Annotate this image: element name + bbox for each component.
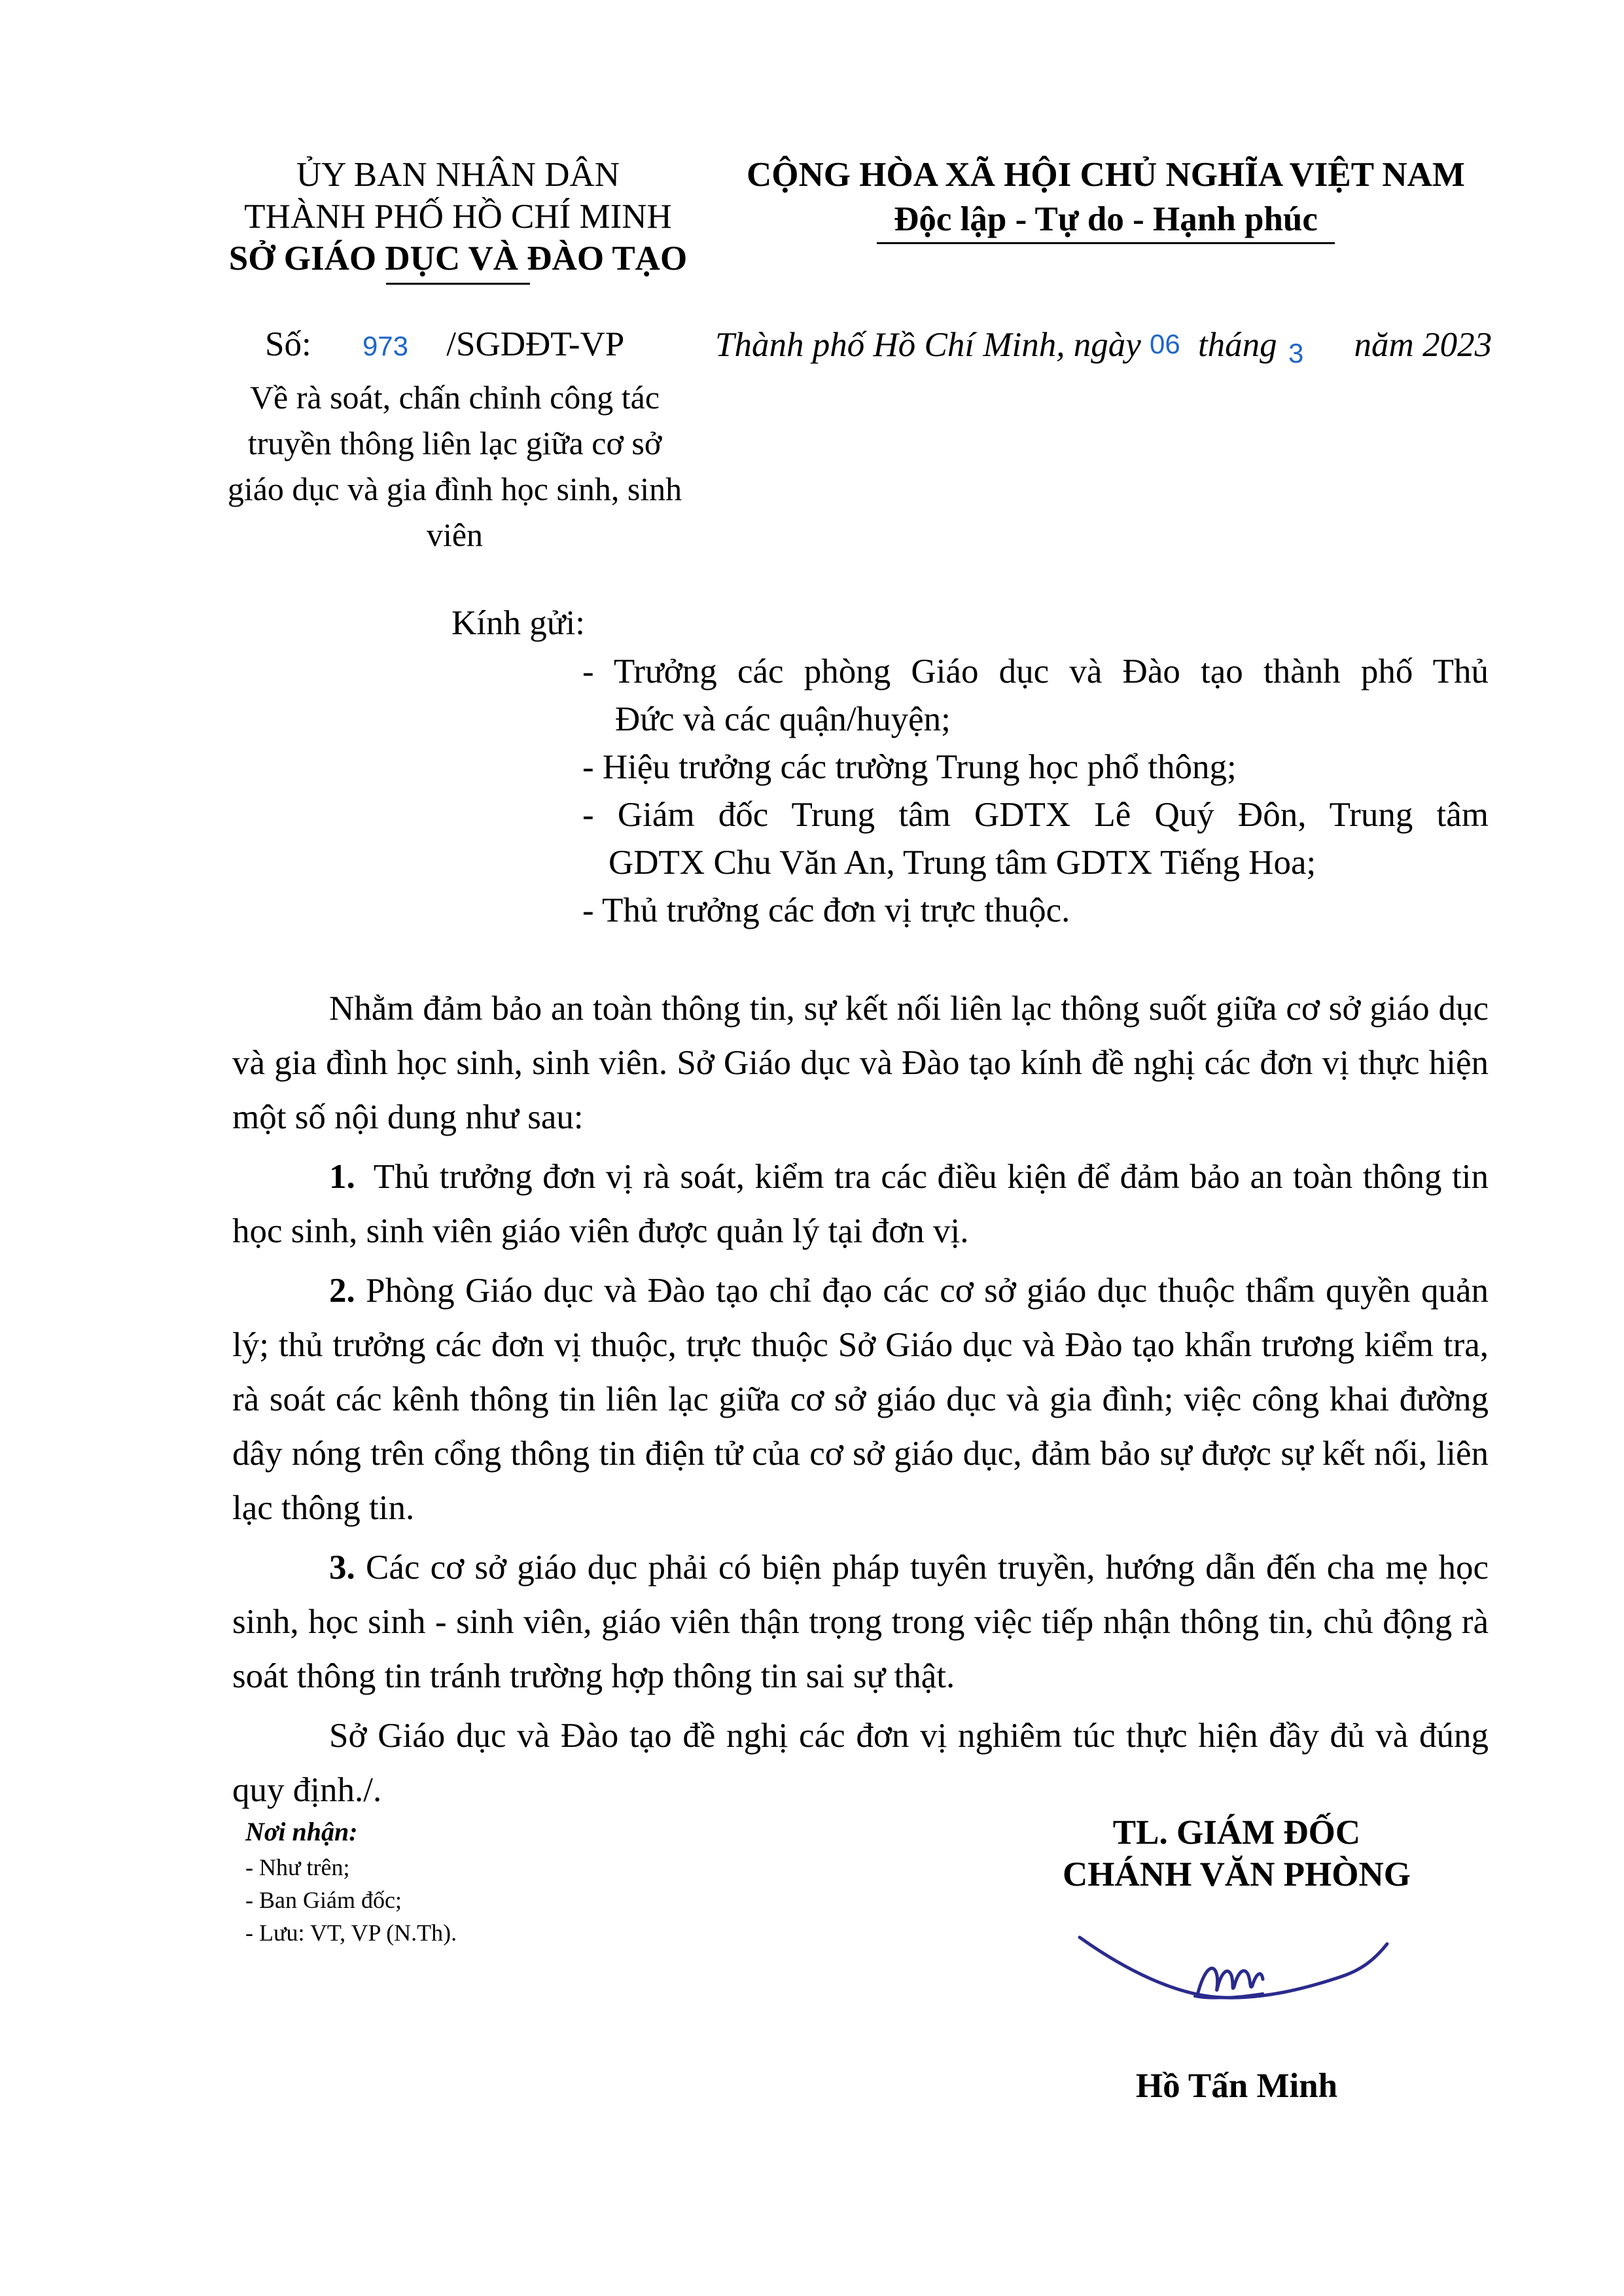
national-heading xyxy=(726,154,1485,240)
signer-position: CHÁNH VĂN PHÒNG xyxy=(1063,1856,1411,1893)
item-2-text: Phòng Giáo dục và Đào tạo chỉ đạo các cơ sở giáo dục thuộc thẩm quyền quản lý; thủ trưởng các đơn vị thuộc, trực thuộc Sở Giáo dục và Đào tạo khẩn trương kiểm tra, rà soát các kênh thông tin liên lạc giữa cơ sở giáo dục và gia đình; việc công khai đường dây nóng trên cổng thông tin điện tử của cơ sở giáo dục, đảm bảo sự được sự kết nối, liên lạc thông tin. xyxy=(232,1272,1489,1527)
date-month-label: tháng xyxy=(1197,326,1277,364)
subject-line: Về rà soát, chấn chỉnh công tác xyxy=(249,379,660,416)
signer-authority: TL. GIÁM ĐỐC xyxy=(1112,1814,1361,1852)
body-item-1 xyxy=(232,1150,1489,1259)
recipient-item: - Trưởng các phòng Giáo dục và Đào tạo thành phố Thủ xyxy=(582,653,1489,691)
item-3-text: Các cơ sở giáo dục phải có biện pháp tuyên truyền, hướng dẫn đến cha mẹ học sinh, học sinh - sinh viên, giáo viên thận trọng trong việc tiếp nhận thông tin, chủ động rà soát thông tin tránh trường hợp thông tin sai sự thật. xyxy=(232,1549,1489,1695)
date-prefix: Thành phố Hồ Chí Minh, ngày xyxy=(715,326,1141,364)
issuing-authority xyxy=(196,154,720,279)
date-line xyxy=(715,323,1500,374)
item-1-text: Thủ trưởng đơn vị rà soát, kiểm tra các điều kiện để đảm bảo an toàn thông tin học sinh, sinh viên giáo viên được quản lý tại đơn vị. xyxy=(232,1158,1489,1250)
date-year: năm 2023 xyxy=(1354,326,1492,364)
body-item-3 xyxy=(232,1541,1489,1704)
recipient-item: - Hiệu trưởng các trường Trung học phổ thông; xyxy=(582,748,1237,786)
doc-number-prefix: Số: xyxy=(265,325,311,363)
recipients-label: Kính gửi: xyxy=(451,604,585,642)
doc-number-value: 973 xyxy=(362,331,409,361)
noi-nhan-item: - Ban Giám đốc; xyxy=(245,1887,402,1913)
subject-line: truyền thông liên lạc giữa cơ sở xyxy=(247,425,662,461)
item-1-number: 1. xyxy=(329,1158,355,1196)
item-2-number: 2. xyxy=(329,1272,355,1310)
recipient-item: - Thủ trưởng các đơn vị trực thuộc. xyxy=(582,891,1070,929)
national-motto: Độc lập - Tự do - Hạnh phúc xyxy=(894,200,1318,238)
date-month: 3 xyxy=(1288,338,1304,368)
body-intro: Nhằm đảm bảo an toàn thông tin, sự kết nối liên lạc thông suốt giữa cơ sở giáo dục và gia đình học sinh, sinh viên. Sở Giáo dục và Đào tạo kính đề nghị các đơn vị thực hiện một số nội dung như sau: xyxy=(232,990,1489,1136)
date-day: 06 xyxy=(1149,329,1180,359)
document-body xyxy=(232,982,1489,1818)
subject-line: giáo dục và gia đình học sinh, sinh xyxy=(227,471,682,507)
department-underline xyxy=(386,283,530,285)
body-item-2 xyxy=(232,1264,1489,1535)
handwritten-signature xyxy=(1067,1924,1394,2042)
authority-line-2: THÀNH PHỐ HỒ CHÍ MINH xyxy=(244,198,672,236)
signer-name: Hồ Tấn Minh xyxy=(1135,2067,1338,2105)
motto-underline xyxy=(877,242,1335,244)
body-closing: Sở Giáo dục và Đào tạo đề nghị các đơn vị nghiêm túc thực hiện đầy đủ và đúng quy định./. xyxy=(232,1717,1489,1809)
recipients-copy-block xyxy=(245,1813,703,1949)
noi-nhan-title: Nơi nhận: xyxy=(245,1817,358,1846)
noi-nhan-item: - Như trên; xyxy=(245,1854,350,1880)
document-number xyxy=(265,323,723,367)
item-3-number: 3. xyxy=(329,1549,355,1587)
national-title: CỘNG HÒA XÃ HỘI CHỦ NGHĨA VIỆT NAM xyxy=(747,156,1465,194)
recipient-item-cont: Đức và các quận/huyện; xyxy=(615,700,951,738)
doc-number-suffix: /SGDĐT-VP xyxy=(446,325,625,363)
noi-nhan-item: - Lưu: VT, VP (N.Th). xyxy=(245,1920,457,1946)
recipient-item-cont: GDTX Chu Văn An, Trung tâm GDTX Tiếng Hoa; xyxy=(609,844,1316,882)
department-name: SỞ GIÁO DỤC VÀ ĐÀO TẠO xyxy=(228,240,688,278)
document-subject xyxy=(196,374,713,558)
signature-title xyxy=(968,1812,1505,1895)
recipients-list xyxy=(582,648,1489,935)
authority-line-1: ỦY BAN NHÂN DÂN xyxy=(296,156,620,194)
subject-line: viên xyxy=(426,516,484,553)
recipient-item: - Giám đốc Trung tâm GDTX Lê Quý Đôn, Trung tâm xyxy=(582,796,1489,834)
